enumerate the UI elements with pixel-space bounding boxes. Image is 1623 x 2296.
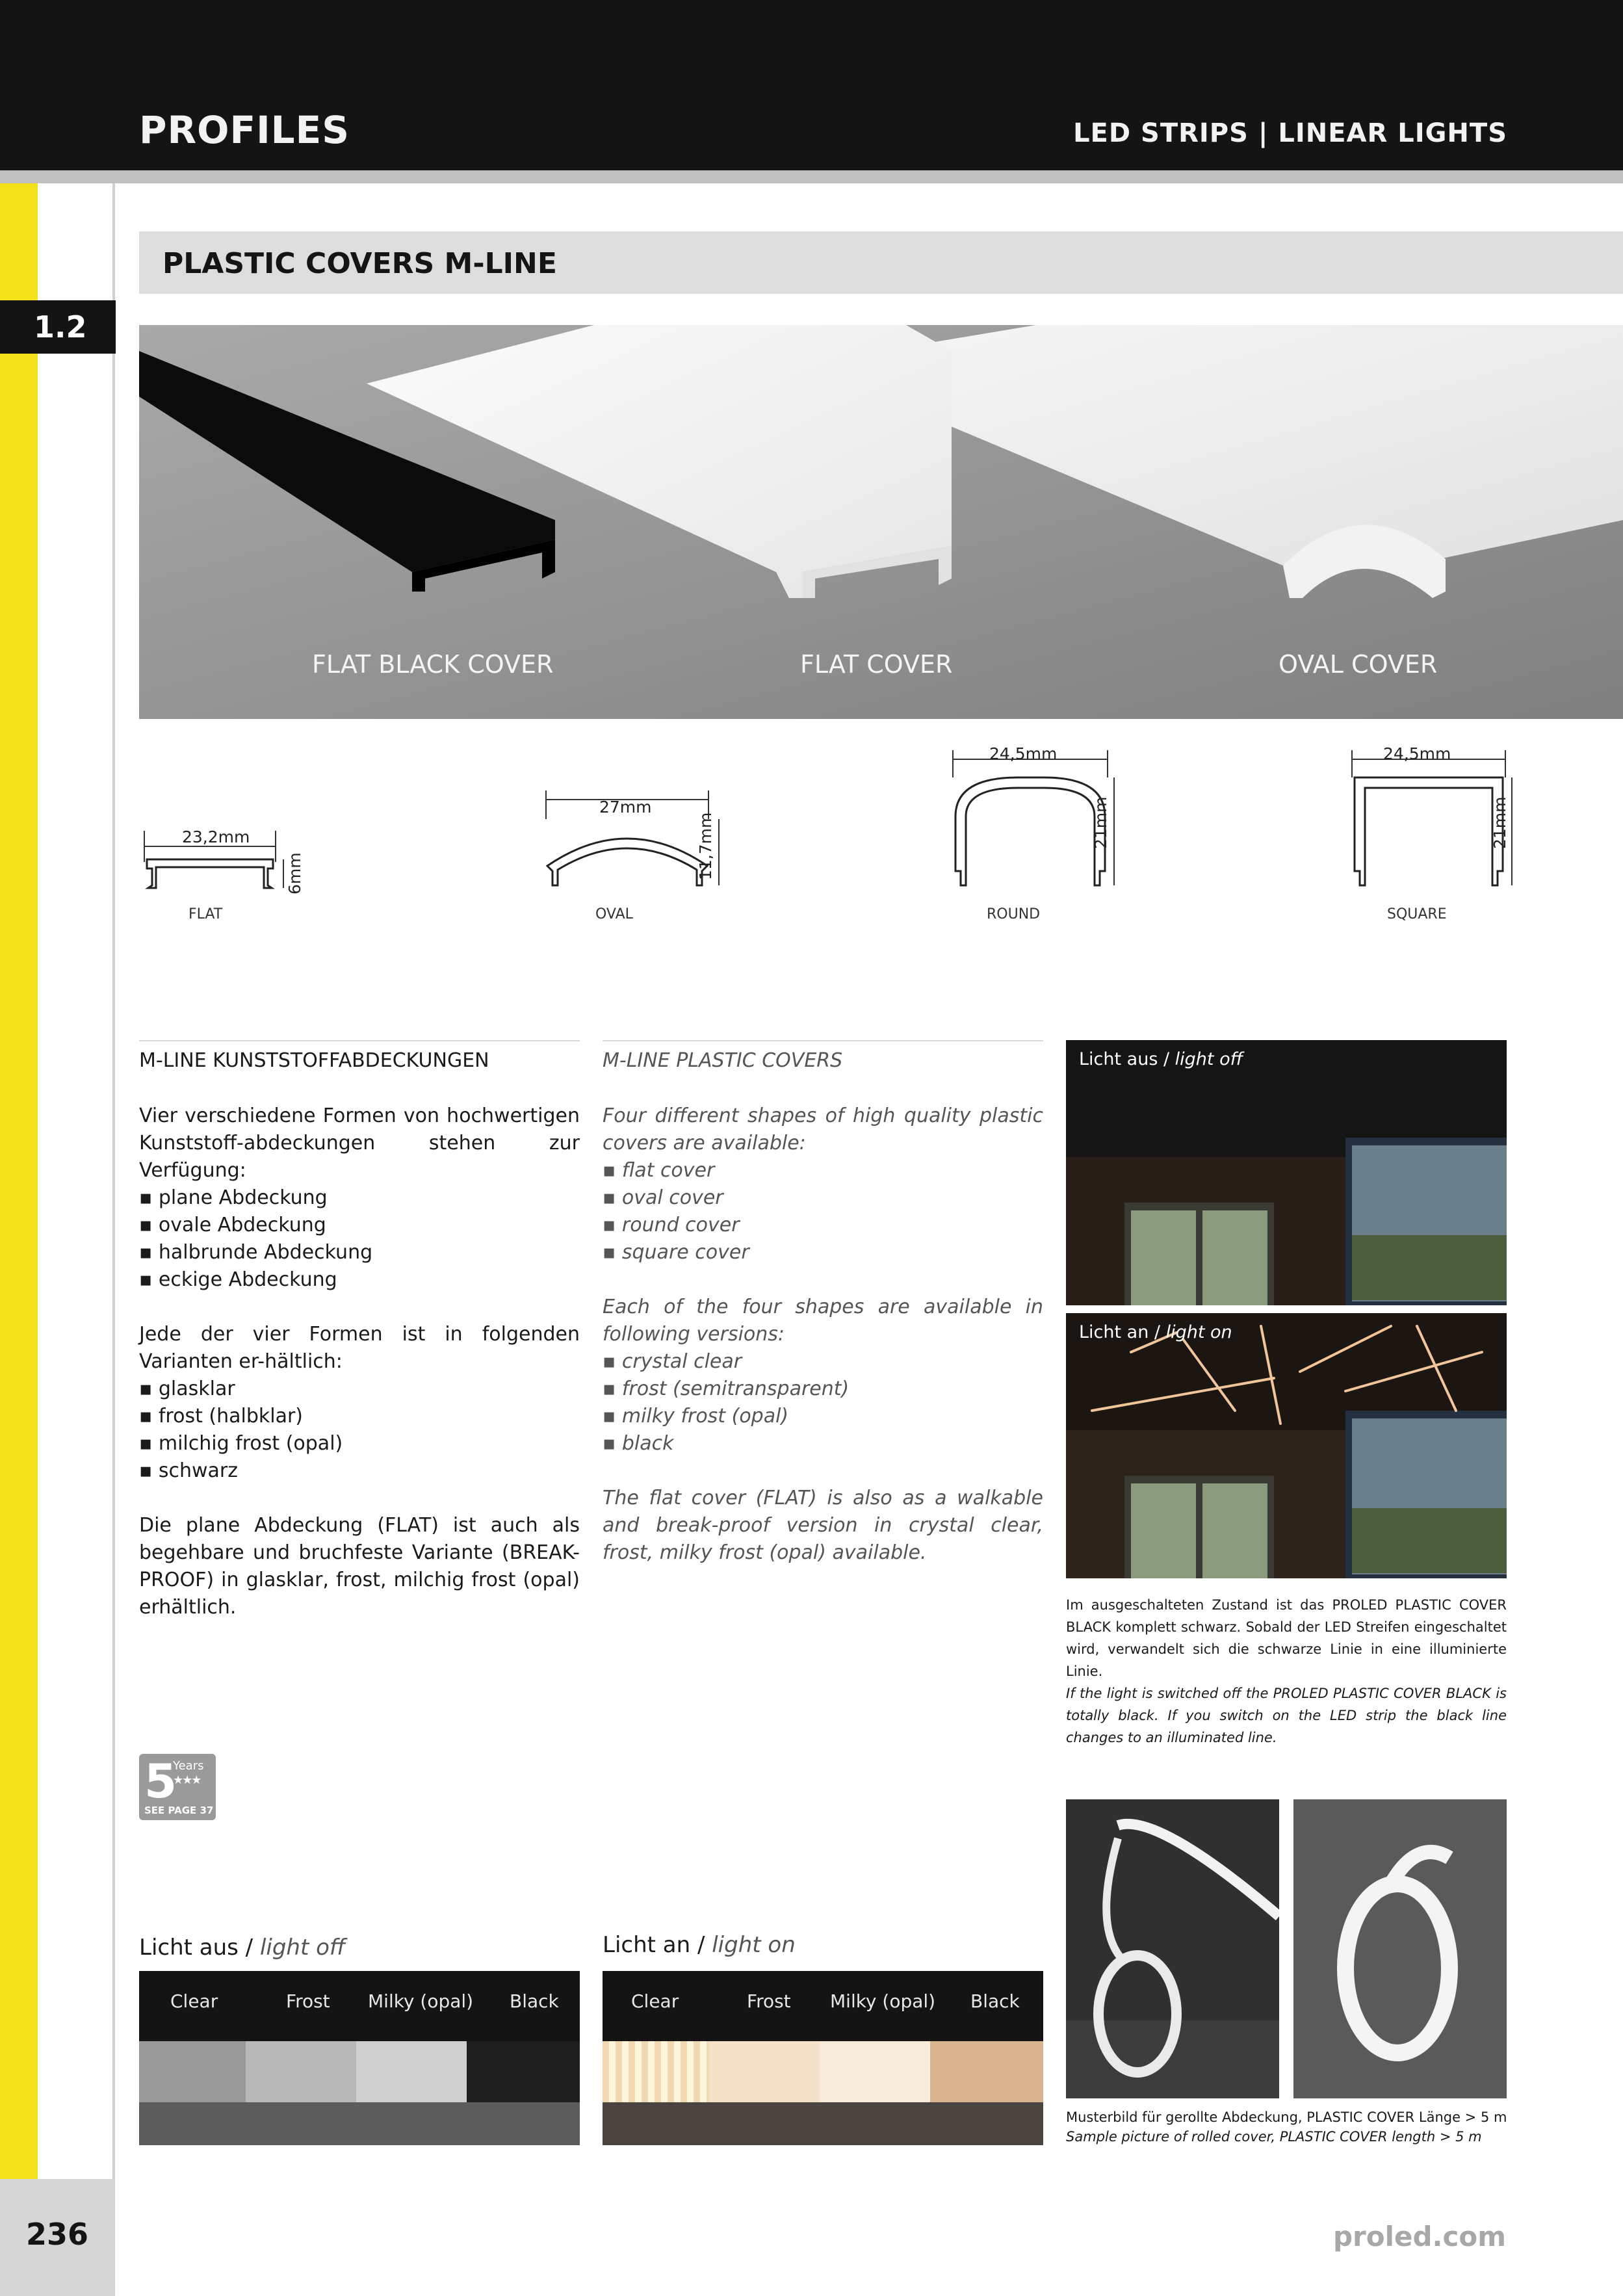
de-versions-intro: Jede der vier Formen ist in folgenden Varianten er-hältlich: xyxy=(139,1323,580,1373)
strip-black-on xyxy=(930,2041,1043,2102)
room-on-illustration xyxy=(1066,1313,1507,1578)
strip-milky-off xyxy=(356,2041,467,2102)
accent-rail xyxy=(0,183,38,2179)
de-flat-note: Die plane Abdeckung (FLAT) ist auch als begehbare und bruchfeste Variante (BREAK-PROOF) in glasklar, frost, milchig frost (opal) erhältlich. xyxy=(139,1514,580,1619)
square-profile-drawing xyxy=(1352,744,1512,885)
warranty-badge[interactable] xyxy=(139,1754,216,1820)
oval-height-dim: 11,7mm xyxy=(696,812,715,880)
list-item: ▪ milky frost (opal) xyxy=(603,1403,1043,1430)
square-height-dim: 21mm xyxy=(1490,796,1509,849)
flat-profile-drawing xyxy=(144,828,304,894)
rolled-caption-en: Sample picture of rolled cover, PLASTIC COVER length > 5 m xyxy=(1066,2129,1482,2145)
en-versions-intro: Each of the four shapes are available in following versions: xyxy=(603,1296,1043,1346)
sample-floor xyxy=(603,2102,1043,2145)
list-item: ▪ frost (semitransparent) xyxy=(603,1376,1043,1403)
variant-milky-label: Milky (opal) xyxy=(368,1990,474,2012)
product-title: PLASTIC COVERS M-LINE xyxy=(162,247,557,280)
hero-label-oval: OVAL COVER xyxy=(1279,650,1438,679)
list-item: ▪ glasklar xyxy=(139,1376,580,1403)
rolled-cover-studio-photo xyxy=(1293,1799,1507,2098)
round-width-dim: 24,5mm xyxy=(989,744,1058,763)
flat-height-dim: 6mm xyxy=(285,852,304,894)
sample-on-heading: Licht an / light on xyxy=(603,1932,796,1958)
round-height-dim: 21mm xyxy=(1091,796,1110,849)
warranty-years-number: 5 xyxy=(144,1754,177,1808)
en-body xyxy=(603,1102,1043,1567)
hero-label-flat-black: FLAT BLACK COVER xyxy=(312,650,554,679)
en-flat-note: The flat cover (FLAT) is also as a walkable and break-proof version in crystal clear, frost, milky frost (opal) available. xyxy=(603,1487,1043,1564)
sample-off-heading: Licht aus / light off xyxy=(139,1935,346,1961)
de-versions-list xyxy=(139,1376,580,1485)
variant-frost-label: Frost xyxy=(286,1990,330,2012)
chapter-tab[interactable]: 1.2 xyxy=(0,300,116,354)
list-item: ▪ round cover xyxy=(603,1212,1043,1239)
en-versions-list xyxy=(603,1348,1043,1457)
warranty-years-label: Years xyxy=(173,1759,204,1773)
room-photo-light-off xyxy=(1066,1040,1507,1305)
en-intro: Four different shapes of high quality plastic covers are available: xyxy=(603,1104,1043,1155)
profile-name-square: SQUARE xyxy=(1387,906,1447,922)
variant-milky-label: Milky (opal) xyxy=(830,1990,936,2012)
light-on-label: Licht an / light on xyxy=(1079,1322,1232,1342)
rolled-caption-de: Musterbild für gerollte Abdeckung, PLASTIC COVER Länge > 5 m xyxy=(1066,2109,1507,2125)
hero-image xyxy=(139,325,1623,719)
rolled-cover-room-photo xyxy=(1066,1799,1279,2098)
strip-frost-off xyxy=(246,2041,356,2102)
list-item: ▪ crystal clear xyxy=(603,1348,1043,1376)
list-item: ▪ black xyxy=(603,1430,1043,1457)
room-off-illustration xyxy=(1066,1040,1507,1305)
list-item: ▪ ovale Abdeckung xyxy=(139,1212,580,1239)
list-item: ▪ square cover xyxy=(603,1239,1043,1266)
round-profile-drawing xyxy=(953,744,1114,885)
list-item: ▪ plane Abdeckung xyxy=(139,1184,580,1212)
oval-profile-drawing xyxy=(546,790,719,885)
sample-light-on xyxy=(603,1971,1043,2145)
strip-clear-on xyxy=(603,2041,709,2102)
strip-milky-on xyxy=(820,2041,930,2102)
de-heading: M-LINE KUNSTSTOFFABDECKUNGEN xyxy=(139,1049,489,1072)
sample-floor xyxy=(139,2102,580,2145)
variant-clear-label: Clear xyxy=(170,1990,218,2012)
strip-clear-off xyxy=(139,2041,246,2102)
list-item: ▪ flat cover xyxy=(603,1157,1043,1184)
variant-black-label: Black xyxy=(970,1990,1020,2012)
list-item: ▪ frost (halbklar) xyxy=(139,1403,580,1430)
square-width-dim: 24,5mm xyxy=(1383,744,1451,763)
strip-black-off xyxy=(467,2041,580,2102)
oval-width-dim: 27mm xyxy=(599,798,652,816)
rolled-cover-room-illustration xyxy=(1066,1799,1279,2098)
section-title: PROFILES xyxy=(139,108,350,152)
sample-light-off xyxy=(139,1971,580,2145)
rail-divider xyxy=(112,183,115,2296)
profile-name-oval: OVAL xyxy=(595,906,633,922)
room-photo-light-on xyxy=(1066,1313,1507,1578)
photo-caption-en: If the light is switched off the PROLED PLASTIC COVER BLACK is totally black. If you switch on the LED strip the black line changes to an illuminated line. xyxy=(1066,1686,1507,1745)
strip-frost-on xyxy=(709,2041,820,2102)
website-link[interactable]: proled.com xyxy=(1332,2221,1506,2252)
photo-caption-de: Im ausgeschalteten Zustand ist das PROLED PLASTIC COVER BLACK komplett schwarz. Sobald der LED Streifen eingeschaltet wird, verwandelt sich die schwarze Linie in eine illuminierte Linie. xyxy=(1066,1597,1507,1679)
page-number: 236 xyxy=(26,2217,89,2252)
rolled-cover-studio-illustration xyxy=(1293,1799,1507,2098)
variant-clear-label: Clear xyxy=(631,1990,679,2012)
profile-name-flat: FLAT xyxy=(188,906,223,922)
hero-label-flat: FLAT COVER xyxy=(800,650,953,679)
profile-drawings xyxy=(139,741,1517,936)
de-column-rule xyxy=(139,1040,580,1041)
de-shapes-list xyxy=(139,1184,580,1294)
en-column-rule xyxy=(603,1040,1043,1041)
en-heading: M-LINE PLASTIC COVERS xyxy=(603,1049,843,1072)
warranty-see-page: SEE PAGE 37 xyxy=(144,1805,214,1816)
flat-width-dim: 23,2mm xyxy=(182,828,250,846)
profile-name-round: ROUND xyxy=(987,906,1041,922)
list-item: ▪ eckige Abdeckung xyxy=(139,1266,580,1294)
light-off-label: Licht aus / light off xyxy=(1079,1049,1243,1069)
list-item: ▪ schwarz xyxy=(139,1457,580,1485)
list-item: ▪ milchig frost (opal) xyxy=(139,1430,580,1457)
de-intro: Vier verschiedene Formen von hochwertigen Kunststoff-abdeckungen stehen zur Verfügung: xyxy=(139,1104,580,1182)
variant-frost-label: Frost xyxy=(747,1990,791,2012)
category-title: LED STRIPS | LINEAR LIGHTS xyxy=(1073,118,1507,148)
header-rule xyxy=(0,170,1623,183)
de-body xyxy=(139,1102,580,1621)
variant-black-label: Black xyxy=(510,1990,559,2012)
en-shapes-list xyxy=(603,1157,1043,1266)
list-item: ▪ halbrunde Abdeckung xyxy=(139,1239,580,1266)
stars-icon: ★★★ xyxy=(173,1773,201,1787)
list-item: ▪ oval cover xyxy=(603,1184,1043,1212)
